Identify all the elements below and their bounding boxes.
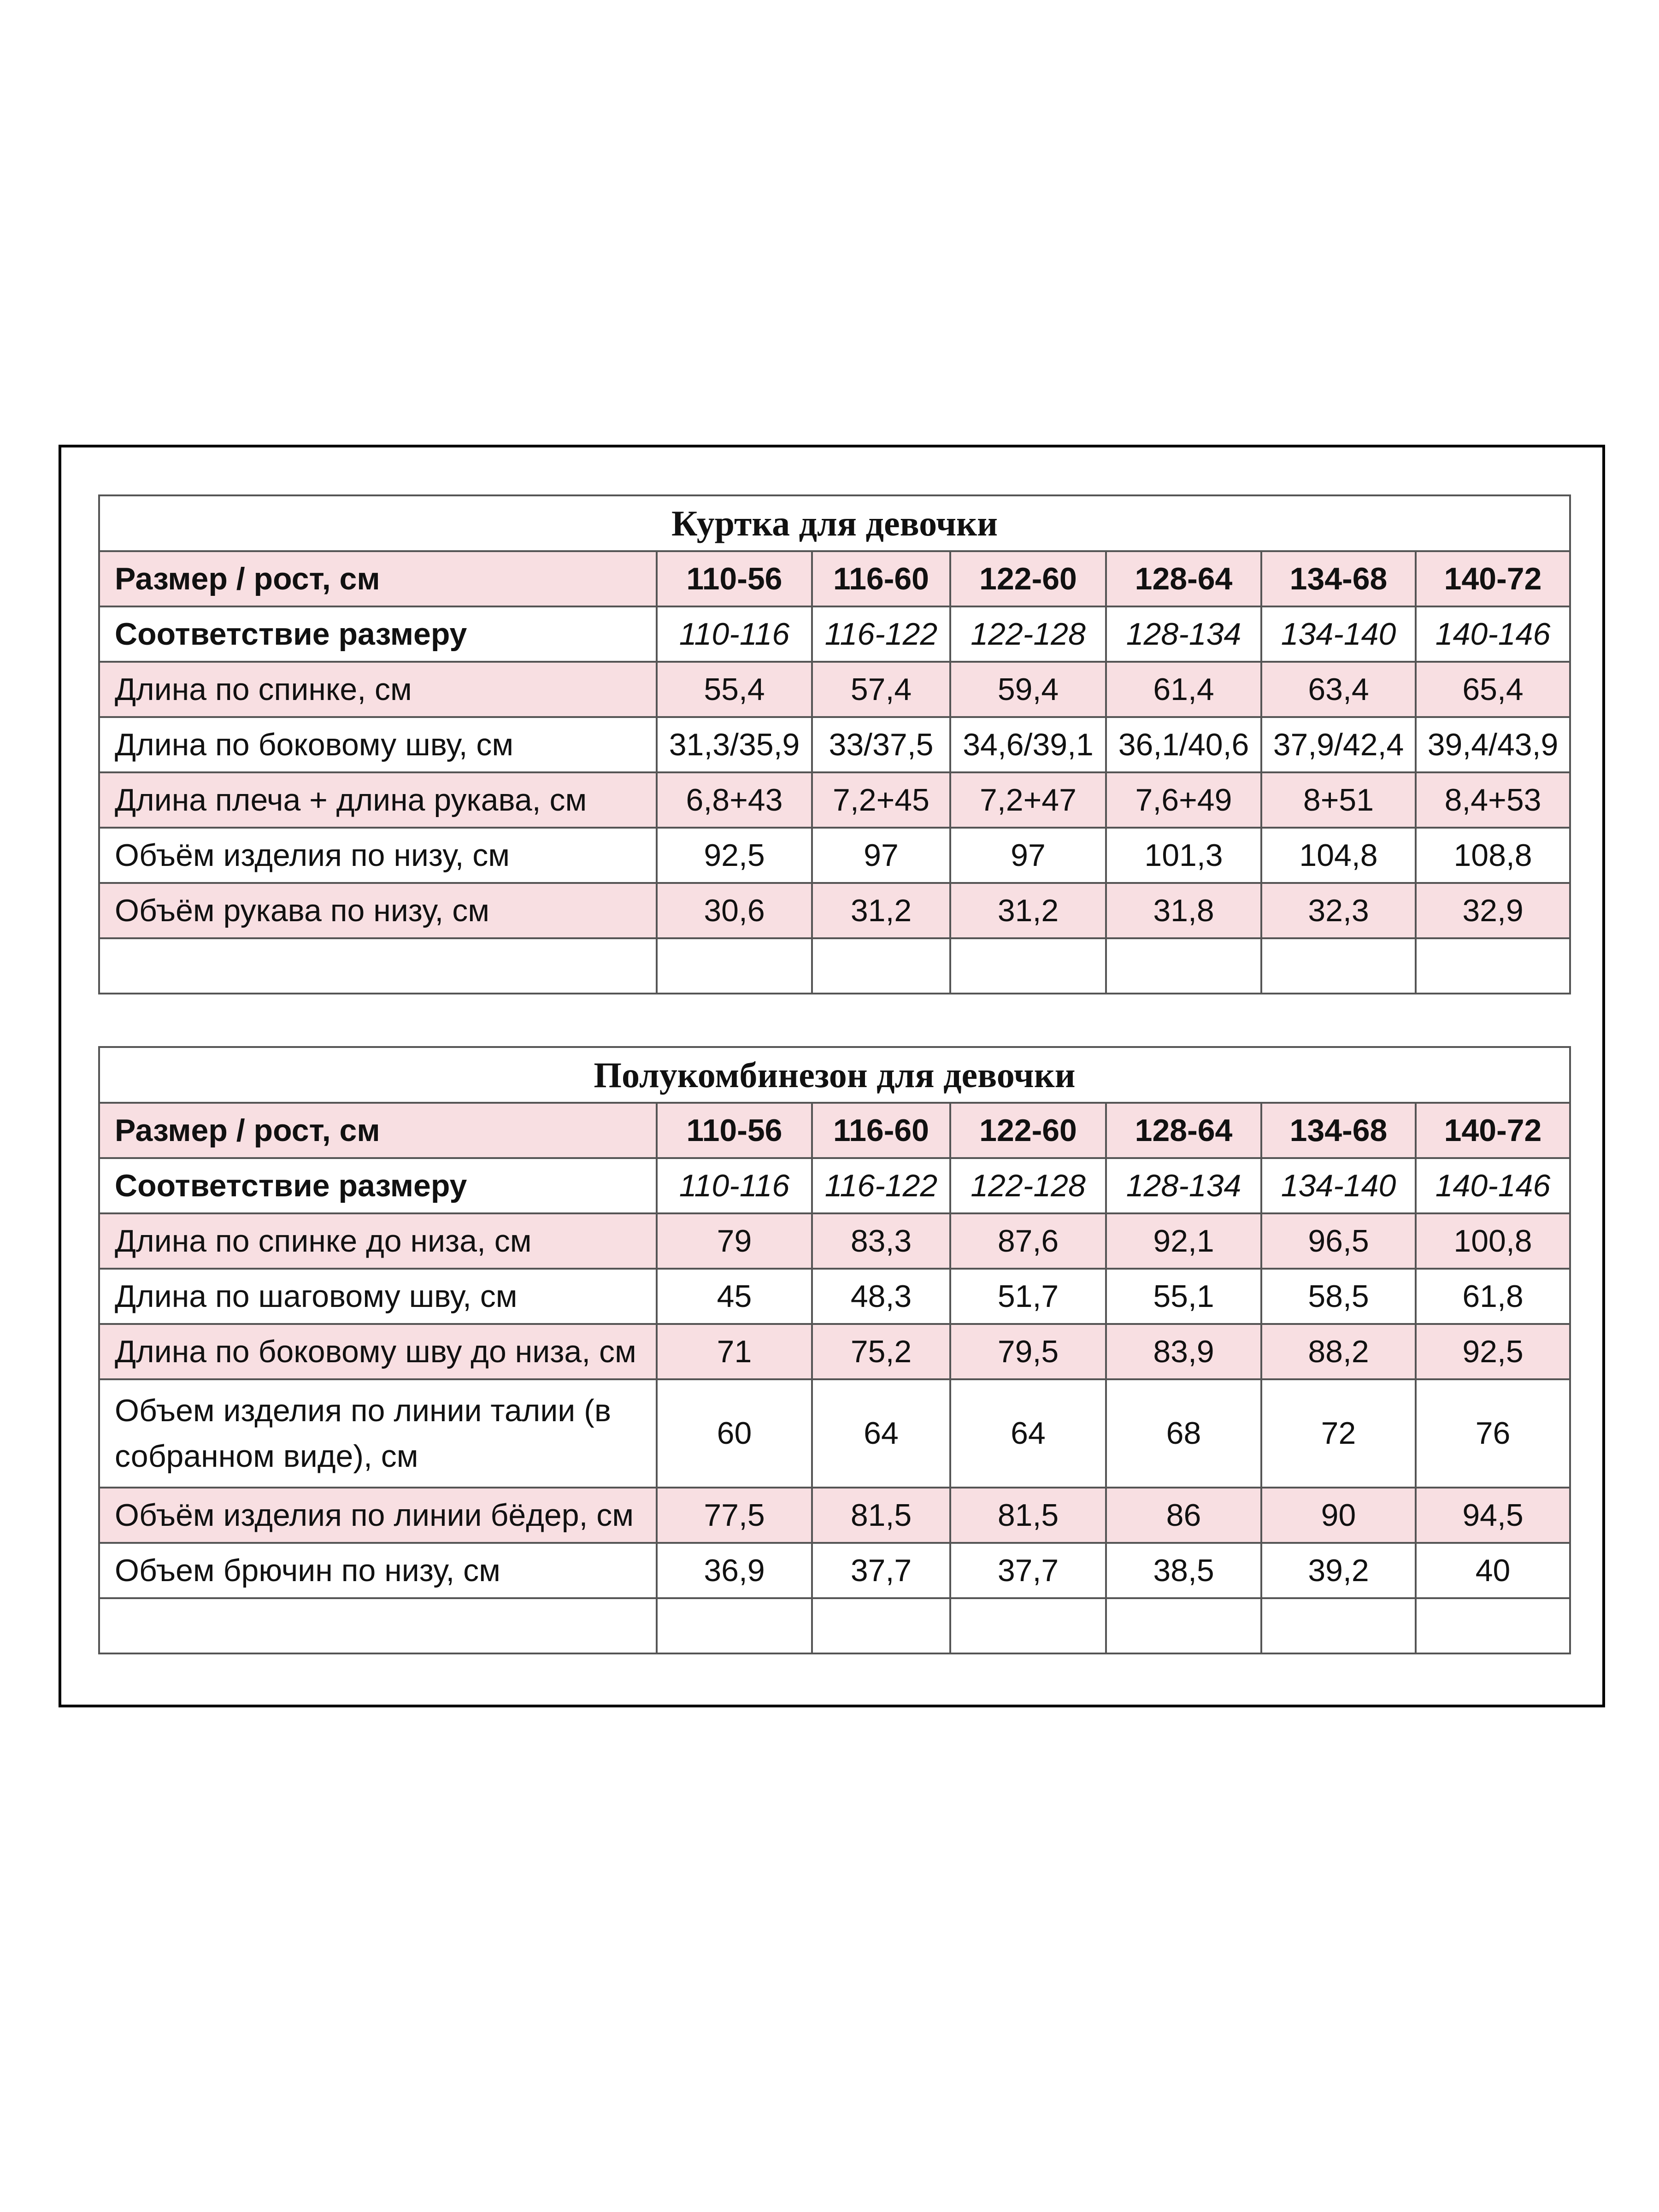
table-cell: 104,8	[1261, 828, 1416, 883]
table-cell: 110-116	[657, 1158, 812, 1213]
table-cell: 110-116	[657, 606, 812, 662]
row-label: Длина по спинке, см	[99, 662, 657, 717]
table-cell: 128-134	[1106, 606, 1261, 662]
table-cell: 72	[1261, 1379, 1416, 1488]
table-cell: 92,5	[657, 828, 812, 883]
table-row	[99, 717, 1570, 772]
table-cell: 81,5	[950, 1488, 1106, 1543]
empty-cell	[99, 938, 657, 994]
table-cell: 55,4	[657, 662, 812, 717]
empty-cell	[950, 938, 1106, 994]
table-cell: 134-140	[1261, 1158, 1416, 1213]
table-cell: 94,5	[1416, 1488, 1570, 1543]
row-label: Объём рукава по низу, см	[99, 883, 657, 938]
empty-cell	[1106, 938, 1261, 994]
table-cell: 64	[950, 1379, 1106, 1488]
empty-cell	[657, 938, 812, 994]
table-cell: 65,4	[1416, 662, 1570, 717]
table-cell: 61,4	[1106, 662, 1261, 717]
table-cell: 140-146	[1416, 606, 1570, 662]
table-cell: 8,4+53	[1416, 772, 1570, 828]
overalls-table-title: Полукомбинезон для девочки	[99, 1047, 1570, 1103]
table-cell: 101,3	[1106, 828, 1261, 883]
row-label: Длина плеча + длина рукава, см	[99, 772, 657, 828]
jacket-size-table	[98, 494, 1571, 994]
table-cell: 81,5	[812, 1488, 950, 1543]
table-cell: 31,8	[1106, 883, 1261, 938]
table-cell: 68	[1106, 1379, 1261, 1488]
size-cell: 134-68	[1261, 1103, 1416, 1158]
table-cell: 40	[1416, 1543, 1570, 1598]
table-row-header	[99, 1103, 1570, 1158]
size-cell: 110-56	[657, 1103, 812, 1158]
jacket-table-title: Куртка для девочки	[99, 495, 1570, 551]
table-row	[99, 828, 1570, 883]
table-cell: 39,2	[1261, 1543, 1416, 1598]
empty-cell	[950, 1598, 1106, 1653]
table-cell: 32,9	[1416, 883, 1570, 938]
table-row-empty	[99, 938, 1570, 994]
table-cell: 83,3	[812, 1213, 950, 1269]
table-cell: 37,7	[812, 1543, 950, 1598]
table-cell: 38,5	[1106, 1543, 1261, 1598]
table-row-empty	[99, 1598, 1570, 1653]
size-cell: 128-64	[1106, 1103, 1261, 1158]
empty-cell	[1106, 1598, 1261, 1653]
table-row	[99, 1269, 1570, 1324]
table-cell: 61,8	[1416, 1269, 1570, 1324]
table-cell: 92,5	[1416, 1324, 1570, 1379]
row-label: Объём изделия по низу, см	[99, 828, 657, 883]
table-cell: 77,5	[657, 1488, 812, 1543]
table-cell: 140-146	[1416, 1158, 1570, 1213]
empty-cell	[1416, 938, 1570, 994]
table-cell: 7,2+47	[950, 772, 1106, 828]
table-row	[99, 1213, 1570, 1269]
table-cell: 79,5	[950, 1324, 1106, 1379]
row-label: Размер / рост, см	[99, 551, 657, 606]
row-label: Длина по боковому шву, см	[99, 717, 657, 772]
table-row	[99, 1543, 1570, 1598]
size-cell: 140-72	[1416, 1103, 1570, 1158]
size-cell: 122-60	[950, 1103, 1106, 1158]
table-cell: 39,4/43,9	[1416, 717, 1570, 772]
row-label: Размер / рост, см	[99, 1103, 657, 1158]
table-cell: 57,4	[812, 662, 950, 717]
table-cell: 108,8	[1416, 828, 1570, 883]
row-label: Длина по шаговому шву, см	[99, 1269, 657, 1324]
empty-cell	[1416, 1598, 1570, 1653]
table-cell: 116-122	[812, 606, 950, 662]
table-cell: 59,4	[950, 662, 1106, 717]
size-cell: 128-64	[1106, 551, 1261, 606]
table-cell: 8+51	[1261, 772, 1416, 828]
table-cell: 36,1/40,6	[1106, 717, 1261, 772]
row-label: Длина по боковому шву до низа, см	[99, 1324, 657, 1379]
row-label: Объём изделия по линии бёдер, см	[99, 1488, 657, 1543]
table-cell: 63,4	[1261, 662, 1416, 717]
size-cell: 116-60	[812, 551, 950, 606]
table-cell: 83,9	[1106, 1324, 1261, 1379]
row-label: Длина по спинке до низа, см	[99, 1213, 657, 1269]
table-cell: 71	[657, 1324, 812, 1379]
table-cell: 37,9/42,4	[1261, 717, 1416, 772]
table-row-correspondence	[99, 606, 1570, 662]
size-cell: 134-68	[1261, 551, 1416, 606]
row-label: Объем изделия по линии талии (в собранном виде), см	[99, 1379, 657, 1488]
empty-cell	[812, 938, 950, 994]
table-cell: 30,6	[657, 883, 812, 938]
table-cell: 64	[812, 1379, 950, 1488]
table-cell: 76	[1416, 1379, 1570, 1488]
table-row	[99, 1379, 1570, 1488]
size-cell: 116-60	[812, 1103, 950, 1158]
table-cell: 100,8	[1416, 1213, 1570, 1269]
table-cell: 48,3	[812, 1269, 950, 1324]
empty-cell	[1261, 1598, 1416, 1653]
table-cell: 97	[950, 828, 1106, 883]
table-cell: 58,5	[1261, 1269, 1416, 1324]
table-row	[99, 1488, 1570, 1543]
table-row	[99, 1324, 1570, 1379]
table-row	[99, 662, 1570, 717]
empty-cell	[99, 1598, 657, 1653]
table-cell: 31,3/35,9	[657, 717, 812, 772]
empty-cell	[812, 1598, 950, 1653]
table-cell: 31,2	[950, 883, 1106, 938]
table-cell: 116-122	[812, 1158, 950, 1213]
overalls-size-table	[98, 1046, 1571, 1654]
table-cell: 60	[657, 1379, 812, 1488]
table-cell: 6,8+43	[657, 772, 812, 828]
table-row	[99, 883, 1570, 938]
table-row-header	[99, 551, 1570, 606]
table-cell: 122-128	[950, 606, 1106, 662]
table-cell: 36,9	[657, 1543, 812, 1598]
table-cell: 88,2	[1261, 1324, 1416, 1379]
table-cell: 34,6/39,1	[950, 717, 1106, 772]
row-label: Соответствие размеру	[99, 1158, 657, 1213]
table-cell: 7,2+45	[812, 772, 950, 828]
table-cell: 97	[812, 828, 950, 883]
row-label: Объем брючин по низу, см	[99, 1543, 657, 1598]
table-cell: 32,3	[1261, 883, 1416, 938]
table-cell: 51,7	[950, 1269, 1106, 1324]
table-cell: 7,6+49	[1106, 772, 1261, 828]
size-cell: 110-56	[657, 551, 812, 606]
table-row	[99, 772, 1570, 828]
size-cell: 140-72	[1416, 551, 1570, 606]
empty-cell	[657, 1598, 812, 1653]
empty-cell	[1261, 938, 1416, 994]
table-cell: 55,1	[1106, 1269, 1261, 1324]
table-cell: 79	[657, 1213, 812, 1269]
table-cell: 134-140	[1261, 606, 1416, 662]
table-cell: 96,5	[1261, 1213, 1416, 1269]
table-cell: 86	[1106, 1488, 1261, 1543]
table-cell: 75,2	[812, 1324, 950, 1379]
table-cell: 128-134	[1106, 1158, 1261, 1213]
table-cell: 92,1	[1106, 1213, 1261, 1269]
row-label: Соответствие размеру	[99, 606, 657, 662]
table-row-correspondence	[99, 1158, 1570, 1213]
table-cell: 33/37,5	[812, 717, 950, 772]
table-cell: 90	[1261, 1488, 1416, 1543]
table-cell: 31,2	[812, 883, 950, 938]
table-cell: 45	[657, 1269, 812, 1324]
table-cell: 87,6	[950, 1213, 1106, 1269]
table-cell: 37,7	[950, 1543, 1106, 1598]
table-cell: 122-128	[950, 1158, 1106, 1213]
size-cell: 122-60	[950, 551, 1106, 606]
